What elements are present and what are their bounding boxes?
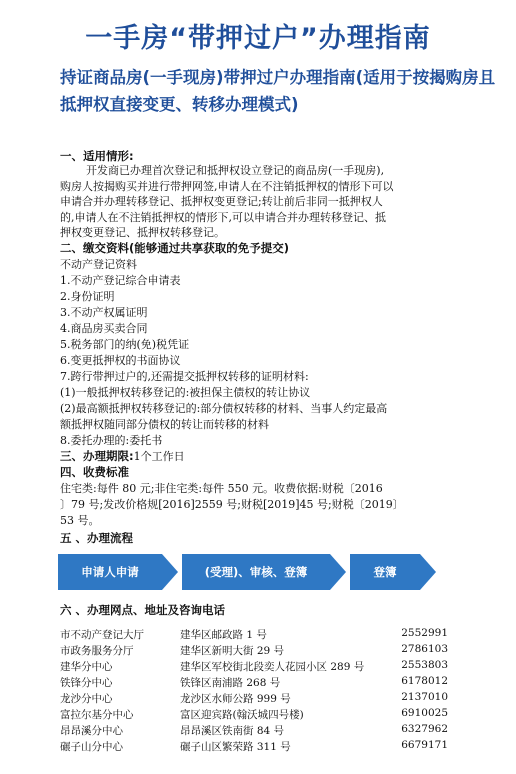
office-phone: 6679171: [401, 739, 448, 751]
office-phone: 6327962: [401, 723, 448, 735]
scope-line: 购房人按揭购买并进行带押网签,申请人在不注销抵押权的情形下可以: [60, 179, 394, 193]
scope-line: 开发商已办理首次登记和抵押权设立登记的商品房(一手现房),: [86, 164, 385, 177]
materials-line: 不动产登记资料: [60, 258, 137, 271]
flow-step-label: 申请人申请: [81, 565, 139, 579]
arrow-right-icon: [162, 554, 178, 590]
office-phone: 2137010: [401, 691, 448, 703]
office-address: 碾子山区繁荣路 311 号: [180, 741, 291, 753]
materials-line: 6.变更抵押权的书面协议: [60, 354, 181, 367]
materials-line: 额抵押权随同部分债权的转让而转移的材料: [60, 418, 269, 431]
period-heading: 三、办理期限:: [60, 449, 134, 463]
flow-step-register: [350, 554, 420, 590]
office-name: 铁锋分中心: [60, 677, 113, 689]
office-address: 建华区军校街北段奕人花园小区 289 号: [180, 661, 365, 673]
office-address: 建华区邮政路 1 号: [180, 629, 267, 641]
page-subtitle: 持证商品房(一手现房)带押过户办理指南(适用于按揭购房且抵押权直接变更、转移办理模式): [60, 68, 496, 114]
arrow-right-icon: [330, 554, 346, 590]
section-offices-heading: 六 、办理网点、地址及咨询电话: [60, 603, 226, 617]
flow-step-review: [182, 554, 330, 590]
materials-line: 7.跨行带押过户的,还需提交抵押权转移的证明材料:: [60, 370, 309, 383]
materials-line: (2)最高额抵押权转移登记的:部分债权转移的材料、当事人约定最高: [60, 402, 388, 415]
office-name: 建华分中心: [60, 661, 113, 673]
office-address: 建华区新明大街 29 号: [180, 645, 285, 657]
fees-line: 53 号。: [60, 514, 100, 527]
section-fees-heading: 四、收费标准: [60, 465, 129, 479]
office-address: 昂昂溪区铁南街 84 号: [180, 725, 285, 737]
office-phone: 6178012: [401, 675, 448, 687]
flow-step-label: 登簿: [373, 565, 397, 579]
office-phone: 2553803: [401, 659, 448, 671]
office-address: 富区迎宾路(翰沃城四号楼): [180, 709, 304, 721]
materials-line: 2.身份证明: [60, 290, 115, 303]
flow-step-label: (受理)、审核、登簿: [204, 565, 308, 579]
office-name: 市政务服务分厅: [60, 645, 134, 657]
materials-line: 1.不动产登记综合申请表: [60, 274, 181, 287]
materials-line: 5.税务部门的纳(免)税凭证: [60, 338, 190, 351]
office-name: 昂昂溪分中心: [60, 725, 123, 737]
office-address: 铁锋区南浦路 268 号: [180, 677, 281, 689]
office-address: 龙沙区水师公路 999 号: [180, 693, 291, 705]
fees-line: 〕79 号;发改价格规[2016]2559 号;财税[2019]45 号;财税〔2019〕: [60, 498, 404, 511]
arrow-right-icon: [420, 554, 436, 590]
scope-line: 申请合并办理转移登记、抵押权变更登记;转让前后非同一抵押权人: [60, 195, 383, 208]
office-phone: 2786103: [401, 643, 448, 655]
office-name: 市不动产登记大厅: [60, 629, 144, 641]
section-process-heading: 五 、办理流程: [60, 531, 134, 545]
section-scope-heading: 一、适用情形:: [60, 149, 134, 163]
fees-line: 住宅类:每件 80 元;非住宅类:每件 550 元。收费依据:财税〔2016: [60, 482, 383, 495]
office-name: 碾子山分中心: [60, 741, 123, 753]
scope-line: 押权变更登记、抵押权转移登记。: [60, 226, 225, 239]
flow-step-apply: [58, 554, 162, 590]
period-value: 1个工作日: [133, 450, 185, 463]
materials-line: 4.商品房买卖合同: [60, 322, 148, 335]
materials-line: 3.不动产权属证明: [60, 306, 148, 319]
section-materials-heading: 二、缴交资料(能够通过共享获取的免予提交): [60, 241, 290, 255]
materials-line: 8.委托办理的:委托书: [60, 434, 163, 447]
office-name: 龙沙分中心: [60, 693, 113, 705]
office-phone: 2552991: [401, 627, 448, 639]
scope-line: 的,申请人在不注销抵押权的情形下,可以申请合并办理转移登记、抵: [60, 210, 386, 224]
section-period: [60, 448, 185, 464]
office-name: 富拉尔基分中心: [60, 709, 134, 721]
materials-line: (1)一般抵押权转移登记的:被担保主债权的转让协议: [60, 386, 311, 399]
page-title: 一手房“带押过户”办理指南: [85, 23, 431, 54]
office-phone: 6910025: [401, 707, 448, 719]
